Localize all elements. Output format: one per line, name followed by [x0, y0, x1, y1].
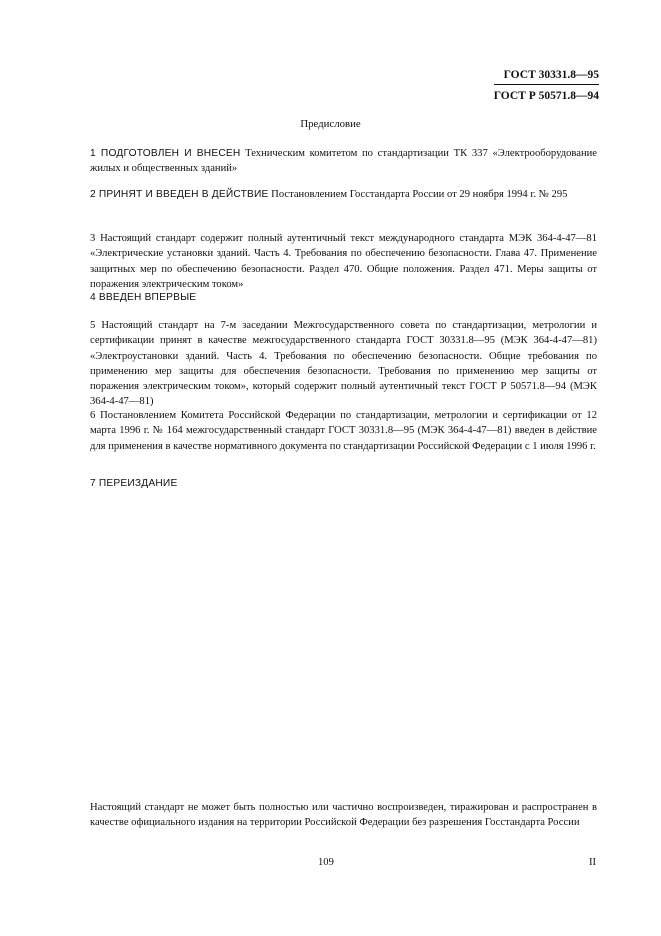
- preface-item-text: Техническим комитетом по стандартизации ТК 337 «Электрооборудование жилых и общественных зданий»: [90, 148, 598, 175]
- preface-item-text: 5 Настоящий стандарт на 7-м заседании Межгосударственного совета по стандартизации, метрологии и сертификации принят в качестве межгосударственного стандарта ГОСТ 30331.8—95 (МЭК 364-4-47—81) «Электроустановки зданий. Часть 4. Требования по обеспечению безопасности. Общие требования по применению мер защиты для обеспечения безопасности. Требования по применению мер защиты от поражения электрическим током», который содержит полный аутентичный текст ГОСТ Р 50571.8—94 (МЭК 364-4-47—81): [90, 320, 597, 408]
- section-number: II: [589, 857, 597, 868]
- preface-item-1: [90, 146, 597, 177]
- preface-item-text: 3 Настоящий стандарт содержит полный аутентичный текст международного стандарта МЭК 364-4-47—81 «Электрические установки зданий. Часть 4. Требования по обеспечению безопасности. Глава 47. Применение защитных мер по обеспечению безопасности. Раздел 470. Общие положения. Раздел 471. Меры защиты от поражения электрическим током»: [90, 233, 597, 290]
- preface-item-lead: 4 ВВЕДЕН ВПЕРВЫЕ: [90, 292, 197, 303]
- preface-item-6: [90, 408, 597, 454]
- standard-code-1: ГОСТ 30331.8—95: [503, 69, 599, 81]
- preface-item-lead: 1 ПОДГОТОВЛЕН И ВНЕСЕН: [90, 148, 241, 159]
- document-header: [494, 66, 599, 105]
- preface-item-lead: 2 ПРИНЯТ И ВВЕДЕН В ДЕЙСТВИЕ: [90, 189, 269, 200]
- preface-item-5: [90, 318, 597, 410]
- preface-item-7: [90, 476, 597, 491]
- preface-item-2: [90, 187, 597, 202]
- copyright-notice: Настоящий стандарт не может быть полностью или частично воспроизведен, тиражирован и распространен в качестве официального издания на территории Российской Федерации без разрешения Госстандарта России: [90, 802, 597, 829]
- preface-item-3: [90, 231, 597, 292]
- preface-item-4: [90, 290, 597, 305]
- page-number: 109: [318, 857, 334, 868]
- preface-item-lead: 7 ПЕРЕИЗДАНИЕ: [90, 478, 178, 489]
- page-title: Предисловие: [300, 118, 361, 130]
- preface-item-text: Постановлением Госстандарта России от 29 ноября 1994 г. № 295: [268, 189, 568, 200]
- preface-item-text: 6 Постановлением Комитета Российской Федерации по стандартизации, метрологии и сертификации от 12 марта 1996 г. № 164 межгосударственный стандарт ГОСТ 30331.8—95 (МЭК 364-4-47—81) введен в действие для применения в качестве нормативного документа по стандартизации Российской Федерации с 1 июля 1996 г.: [90, 410, 597, 452]
- standard-code-2: ГОСТ Р 50571.8—94: [494, 84, 599, 105]
